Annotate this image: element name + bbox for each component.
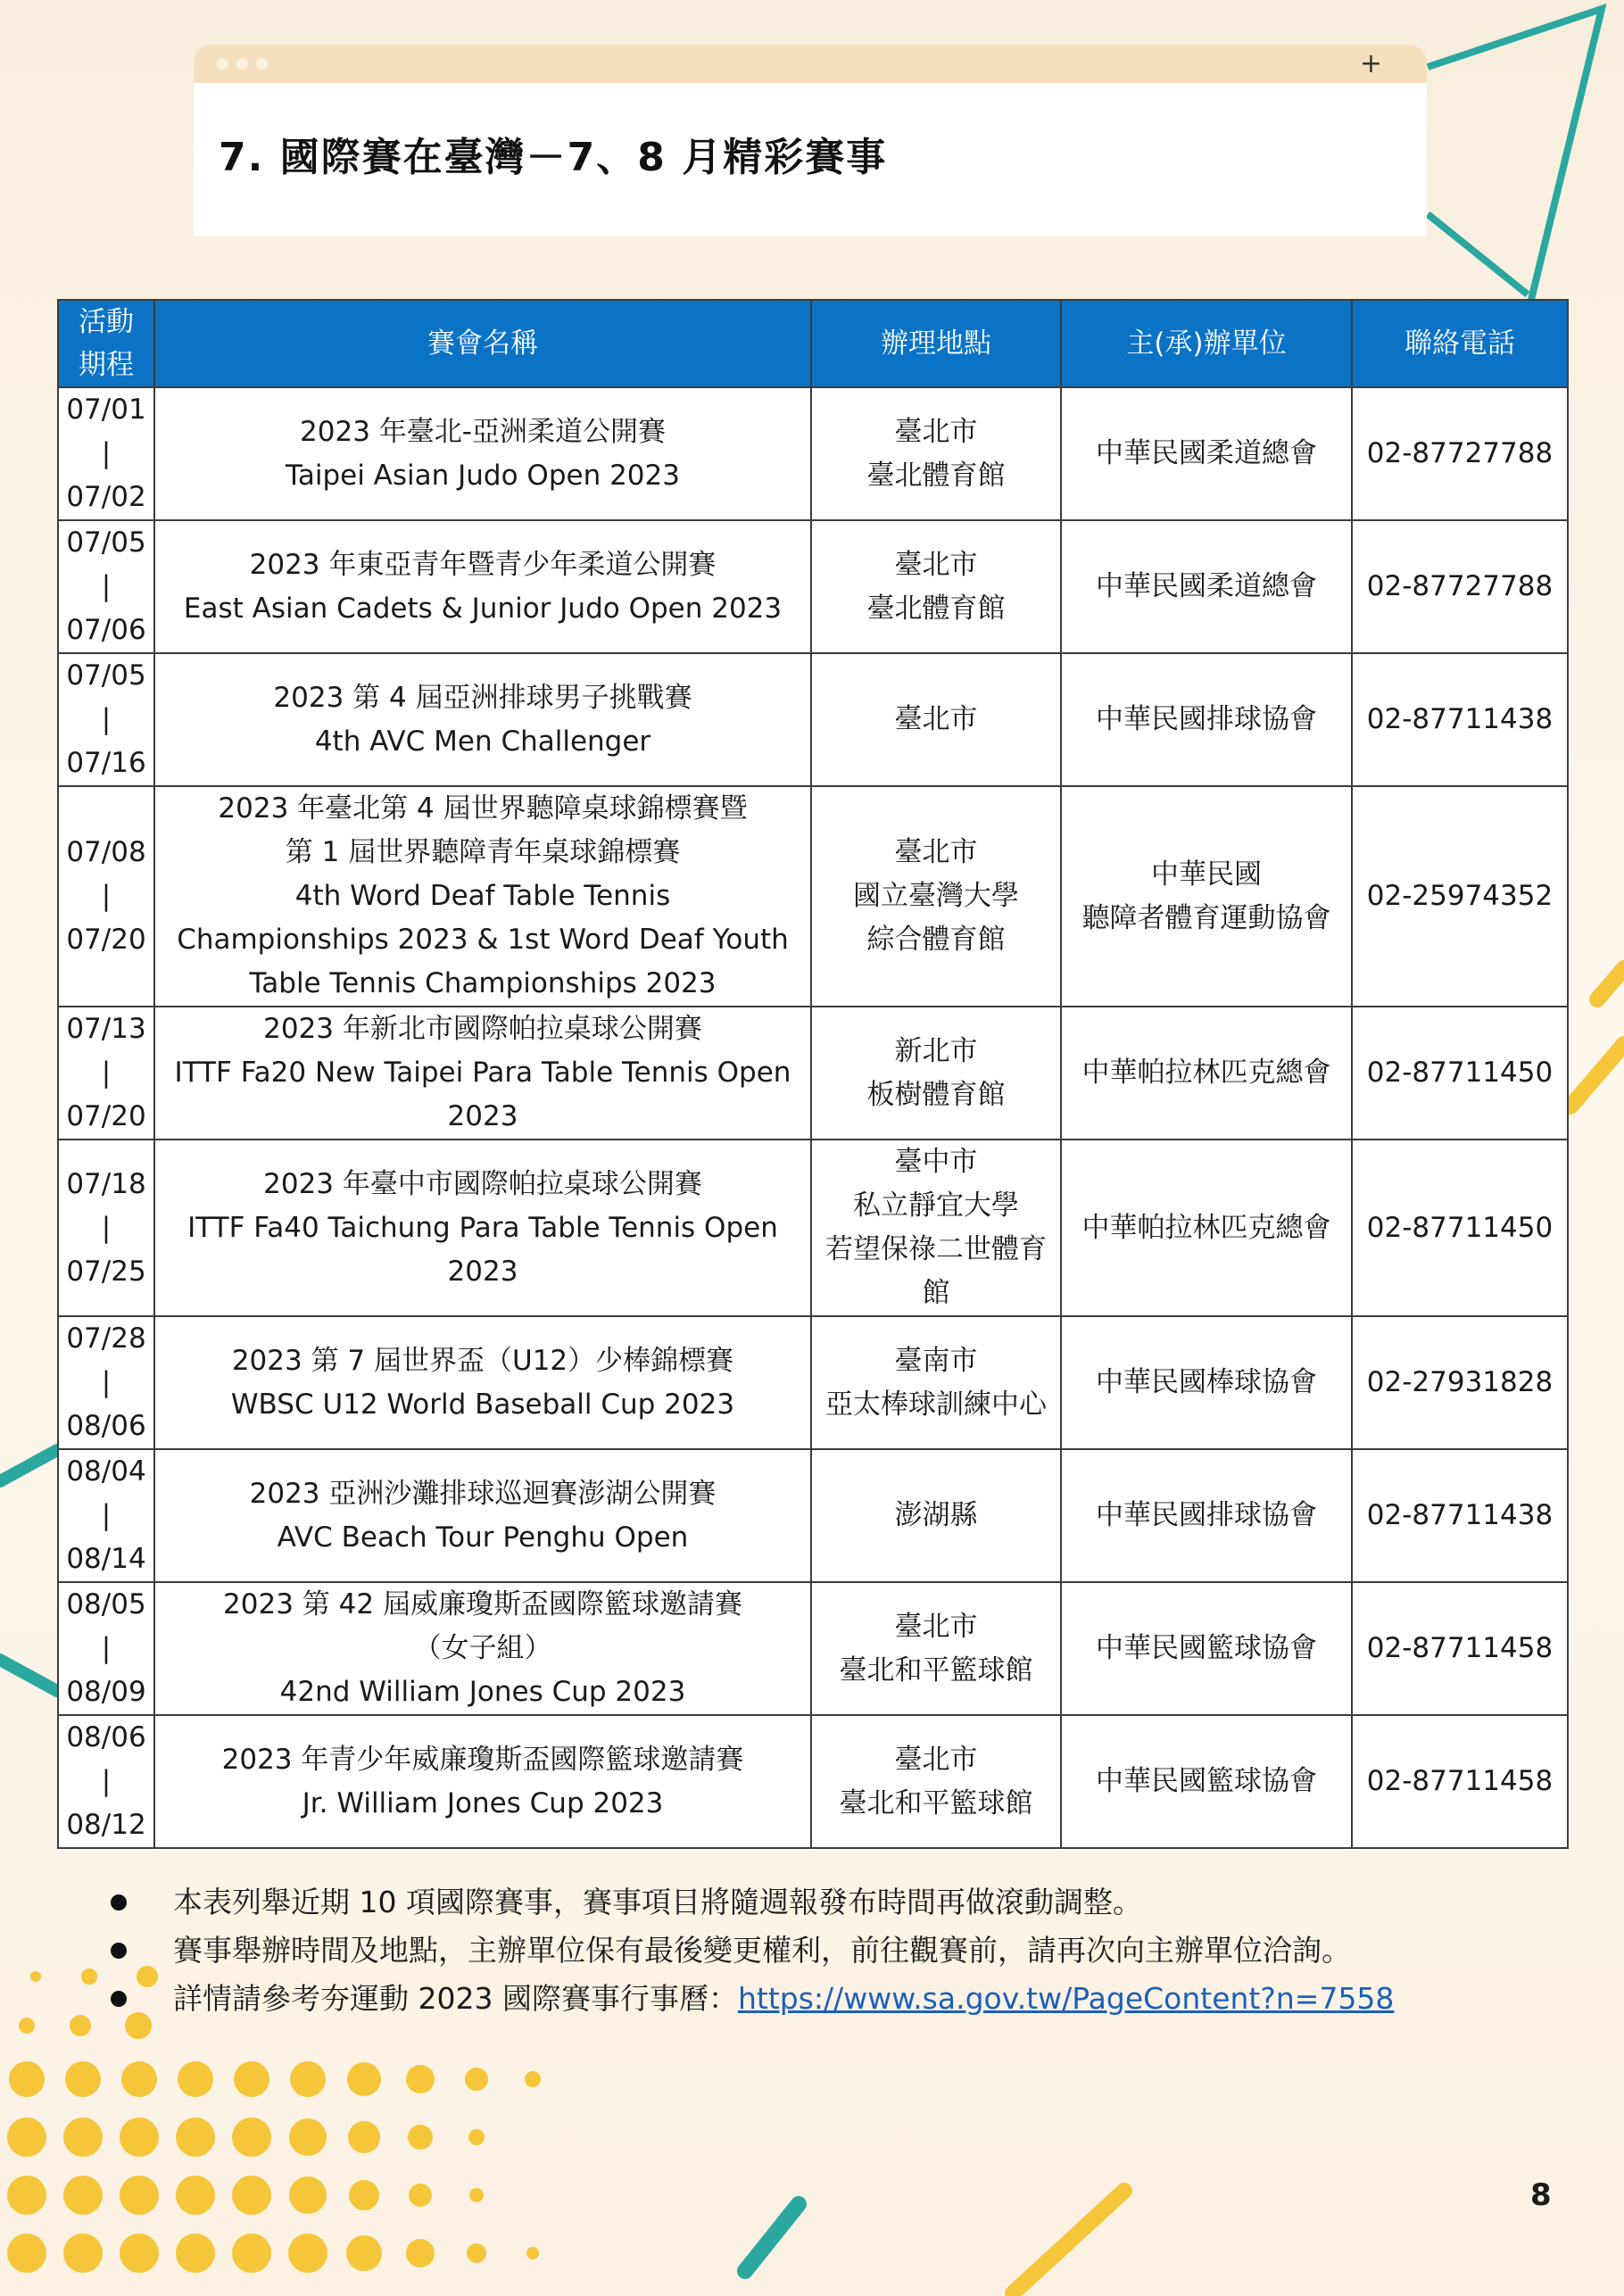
note-item: 本表列舉近期 10 項國際賽事，賽事項目將隨週報發布時間再做滾動調整。 xyxy=(107,1878,1535,1927)
venue-cell: 臺北市 臺北體育館 xyxy=(811,387,1061,520)
event-name-cell: 2023 第 42 屆威廉瓊斯盃國際籃球邀請賽 （女子組） 42nd William Jones Cup 2023 xyxy=(154,1582,811,1715)
decorative-dot xyxy=(232,2118,271,2157)
decorative-dot xyxy=(30,1971,41,1982)
teal-stripe xyxy=(0,1660,57,1691)
date-cell: 07/13 | 07/20 xyxy=(58,1007,154,1140)
note-item: 詳情請參考夯運動 2023 國際賽事行事曆： https://www.sa.gov.tw/PageContent?n=7558 xyxy=(107,1975,1535,2023)
decorative-dot xyxy=(406,2239,435,2267)
venue-cell: 澎湖縣 xyxy=(811,1449,1061,1582)
decorative-dot xyxy=(63,2234,103,2273)
date-cell: 07/01 | 07/02 xyxy=(58,387,154,520)
decorative-dot xyxy=(70,2015,91,2036)
table-row xyxy=(58,1007,1568,1140)
organizer-cell: 中華民國排球協會 xyxy=(1061,1449,1352,1582)
phone-cell: 02-87727788 xyxy=(1352,387,1568,520)
venue-cell: 臺北市 臺北體育館 xyxy=(811,520,1061,653)
decorative-dot xyxy=(120,2234,159,2273)
date-cell: 07/18 | 07/25 xyxy=(58,1140,154,1316)
table-row xyxy=(58,1715,1568,1848)
title-card-bar xyxy=(194,45,1427,83)
decorative-dot xyxy=(525,2071,541,2087)
decorative-dot xyxy=(347,2062,381,2096)
phone-cell: 02-87727788 xyxy=(1352,520,1568,653)
table-row xyxy=(58,520,1568,653)
date-cell: 08/06 | 08/12 xyxy=(58,1715,154,1848)
decorative-dot xyxy=(120,2118,159,2157)
teal-line xyxy=(1428,214,1528,294)
table-row xyxy=(58,1140,1568,1316)
organizer-cell: 中華民國籃球協會 xyxy=(1061,1582,1352,1715)
decorative-dot xyxy=(176,2118,215,2157)
organizer-cell: 中華民國柔道總會 xyxy=(1061,387,1352,520)
organizer-cell: 中華民國籃球協會 xyxy=(1061,1715,1352,1848)
window-dots xyxy=(217,58,268,70)
decorative-dot xyxy=(232,2176,271,2215)
plus-icon: + xyxy=(1359,48,1382,79)
decorative-dot xyxy=(346,2235,382,2271)
teal-stripe xyxy=(0,1450,57,1481)
table-row xyxy=(58,1316,1568,1449)
venue-cell: 臺中市 私立靜宜大學 若望保祿二世體育 館 xyxy=(811,1140,1061,1316)
title-card xyxy=(194,45,1427,236)
decorative-dot xyxy=(289,2118,327,2156)
venue-cell: 臺北市 臺北和平籃球館 xyxy=(811,1582,1061,1715)
decorative-dot xyxy=(526,2247,539,2259)
decorative-dot xyxy=(289,2176,327,2214)
decorative-dot xyxy=(176,2234,215,2273)
decorative-dot xyxy=(467,2243,486,2263)
event-name-cell: 2023 亞洲沙灘排球巡迴賽澎湖公開賽 AVC Beach Tour Penghu Open xyxy=(154,1449,811,1582)
event-name-cell: 2023 第 4 屆亞洲排球男子挑戰賽 4th AVC Men Challenger xyxy=(154,653,811,786)
notes-list xyxy=(107,1878,1535,2023)
decorative-dot xyxy=(19,2018,35,2034)
decorative-dot xyxy=(469,2188,484,2202)
date-cell: 07/05 | 07/16 xyxy=(58,653,154,786)
event-name-cell: 2023 年新北市國際帕拉桌球公開賽 ITTF Fa20 New Taipei Para Table Tennis Open 2023 xyxy=(154,1007,811,1140)
venue-cell: 臺北市 xyxy=(811,653,1061,786)
decorative-dot xyxy=(63,2118,103,2157)
decorative-dot xyxy=(7,2234,46,2273)
organizer-cell: 中華帕拉林匹克總會 xyxy=(1061,1140,1352,1316)
decorative-dot xyxy=(7,2118,46,2157)
phone-cell: 02-87711458 xyxy=(1352,1715,1568,1848)
organizer-cell: 中華民國棒球協會 xyxy=(1061,1316,1352,1449)
decorative-dot xyxy=(408,2125,433,2150)
decorative-dot xyxy=(288,2234,327,2273)
table-row xyxy=(58,1582,1568,1715)
organizer-cell: 中華民國排球協會 xyxy=(1061,653,1352,786)
event-name-cell: 2023 年東亞青年暨青少年柔道公開賽 East Asian Cadets & Junior Judo Open 2023 xyxy=(154,520,811,653)
yellow-stripe xyxy=(1570,1044,1624,1107)
table-row xyxy=(58,1449,1568,1582)
decorative-dot xyxy=(406,2065,435,2093)
decorative-dot xyxy=(178,2061,213,2097)
bullet-icon xyxy=(111,1943,127,1959)
calendar-link[interactable]: https://www.sa.gov.tw/PageContent?n=7558 xyxy=(737,1981,1395,2016)
decorative-dot xyxy=(465,2068,488,2091)
table-row xyxy=(58,786,1568,1007)
venue-cell: 新北市 板樹體育館 xyxy=(811,1007,1061,1140)
header-venue: 辦理地點 xyxy=(811,300,1061,387)
decorative-dot xyxy=(121,2061,157,2097)
decorative-dot xyxy=(65,2061,101,2097)
table-row xyxy=(58,387,1568,520)
date-cell: 07/28 | 08/06 xyxy=(58,1316,154,1449)
event-name-cell: 2023 年臺中市國際帕拉桌球公開賽 ITTF Fa40 Taichung Para Table Tennis Open 2023 xyxy=(154,1140,811,1316)
venue-cell: 臺北市 臺北和平籃球館 xyxy=(811,1715,1061,1848)
page-number: 8 xyxy=(1530,2177,1552,2213)
decorative-dot xyxy=(176,2176,215,2215)
decorative-dot xyxy=(349,2180,379,2210)
organizer-cell: 中華民國 聽障者體育運動協會 xyxy=(1061,786,1352,1007)
date-cell: 08/05 | 08/09 xyxy=(58,1582,154,1715)
decorative-dot xyxy=(7,2176,46,2215)
date-cell: 08/04 | 08/14 xyxy=(58,1449,154,1582)
decorative-dot xyxy=(468,2129,485,2145)
decorative-dot xyxy=(9,2061,45,2097)
phone-cell: 02-27931828 xyxy=(1352,1316,1568,1449)
phone-cell: 02-87711438 xyxy=(1352,653,1568,786)
page-title: 7. 國際賽在臺灣－7、8 月精彩賽事 xyxy=(219,135,888,180)
phone-cell: 02-87711438 xyxy=(1352,1449,1568,1582)
header-phone: 聯絡電話 xyxy=(1352,300,1568,387)
header-name: 賽會名稱 xyxy=(154,300,811,387)
phone-cell: 02-87711450 xyxy=(1352,1140,1568,1316)
event-name-cell: 2023 年臺北-亞洲柔道公開賽 Taipei Asian Judo Open 2023 xyxy=(154,387,811,520)
decorative-dot xyxy=(409,2184,432,2207)
phone-cell: 02-87711458 xyxy=(1352,1582,1568,1715)
note-item: 賽事舉辦時間及地點，主辦單位保有最後變更權利，前往觀賽前，請再次向主辦單位洽詢。 xyxy=(107,1927,1535,1975)
decorative-dot xyxy=(63,2176,103,2215)
organizer-cell: 中華帕拉林匹克總會 xyxy=(1061,1007,1352,1140)
venue-cell: 臺北市 國立臺灣大學 綜合體育館 xyxy=(811,786,1061,1007)
phone-cell: 02-25974352 xyxy=(1352,786,1568,1007)
teal-stripe xyxy=(745,2204,799,2271)
table-header-row xyxy=(58,300,1568,387)
decorative-dot xyxy=(81,1969,97,1985)
organizer-cell: 中華民國柔道總會 xyxy=(1061,520,1352,653)
venue-cell: 臺南市 亞太棒球訓練中心 xyxy=(811,1316,1061,1449)
decorative-dot xyxy=(234,2061,269,2097)
bullet-icon xyxy=(111,1894,127,1911)
phone-cell: 02-87711450 xyxy=(1352,1007,1568,1140)
decorative-dot xyxy=(290,2061,326,2097)
event-name-cell: 2023 第 7 屆世界盃（U12）少棒錦標賽 WBSC U12 World Baseball Cup 2023 xyxy=(154,1316,811,1449)
date-cell: 07/08 | 07/20 xyxy=(58,786,154,1007)
yellow-stripe xyxy=(1597,968,1624,999)
yellow-stripe xyxy=(1013,2191,1124,2293)
teal-triangle-line xyxy=(1428,9,1602,303)
header-date: 活動 期程 xyxy=(58,300,154,387)
events-table xyxy=(57,299,1569,1849)
event-name-cell: 2023 年青少年威廉瓊斯盃國際籃球邀請賽 Jr. William Jones Cup 2023 xyxy=(154,1715,811,1848)
decorative-dot xyxy=(348,2121,380,2153)
date-cell: 07/05 | 07/06 xyxy=(58,520,154,653)
decorative-dot xyxy=(232,2234,271,2273)
decorative-dot xyxy=(120,2176,159,2215)
event-name-cell: 2023 年臺北第 4 屆世界聽障桌球錦標賽暨 第 1 屆世界聽障青年桌球錦標賽 4th Word Deaf Table Tennis Championships 2023 & 1st Word Deaf Youth Table Tennis Championships 2023 xyxy=(154,786,811,1007)
table-row xyxy=(58,653,1568,786)
header-organizer: 主(承)辦單位 xyxy=(1061,300,1352,387)
bullet-icon xyxy=(111,1991,127,2007)
